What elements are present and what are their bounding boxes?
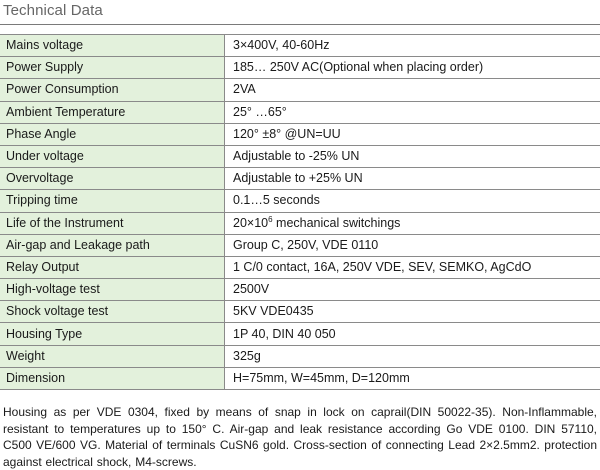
row-label: Ambient Temperature: [0, 101, 225, 123]
row-value: [225, 212, 600, 234]
housing-notes: Housing as per VDE 0304, fixed by means of snap in lock on caprail(DIN 50022-35). Non-Inflammable, resistant to temperatures up to 150° C. Air-gap and leak resistance according Go VDE 0100. DIN 57110, C500 VE/600 VG. Material of terminals CuSN6 gold. Cross-section of connecting Lead 2×2.5mm2. protection against electrical shock, M4-screws.: [3, 404, 597, 470]
row-label: Power Supply: [0, 57, 225, 79]
row-value: 2VA: [225, 79, 600, 101]
row-value: 1 C/0 contact, 16A, 250V VDE, SEV, SEMKO, AgCdO: [225, 256, 600, 278]
table-row: [0, 123, 600, 145]
row-label: Air-gap and Leakage path: [0, 234, 225, 256]
life-value-base: 20×10: [233, 216, 268, 230]
row-label: Overvoltage: [0, 168, 225, 190]
table-row: [0, 79, 600, 101]
row-label: Dimension: [0, 367, 225, 389]
table-row: [0, 145, 600, 167]
row-value: Adjustable to +25% UN: [225, 168, 600, 190]
row-label: Tripping time: [0, 190, 225, 212]
table-row: [0, 367, 600, 389]
technical-data-table: [0, 34, 600, 390]
row-value: 5KV VDE0435: [225, 301, 600, 323]
row-value: 325g: [225, 345, 600, 367]
row-label: Phase Angle: [0, 123, 225, 145]
row-value: 120° ±8° @UN=UU: [225, 123, 600, 145]
row-label: Life of the Instrument: [0, 212, 225, 234]
table-row: [0, 234, 600, 256]
row-value: 185… 250V AC(Optional when placing order): [225, 57, 600, 79]
row-value: 2500V: [225, 279, 600, 301]
row-label: High-voltage test: [0, 279, 225, 301]
table-row: [0, 35, 600, 57]
row-value: 0.1…5 seconds: [225, 190, 600, 212]
life-value-exponent: 6: [268, 214, 272, 223]
row-value: 1P 40, DIN 40 050: [225, 323, 600, 345]
row-label: Mains voltage: [0, 35, 225, 57]
table-row: [0, 168, 600, 190]
table-row: [0, 301, 600, 323]
row-value: H=75mm, W=45mm, D=120mm: [225, 367, 600, 389]
row-value: Group C, 250V, VDE 0110: [225, 234, 600, 256]
table-row: [0, 101, 600, 123]
table-row: [0, 323, 600, 345]
row-label: Housing Type: [0, 323, 225, 345]
life-value-unit: mechanical switchings: [273, 216, 401, 230]
row-label: Weight: [0, 345, 225, 367]
row-label: Shock voltage test: [0, 301, 225, 323]
table-row: [0, 345, 600, 367]
table-row: [0, 190, 600, 212]
row-label: Relay Output: [0, 256, 225, 278]
table-row: [0, 279, 600, 301]
section-title: Technical Data: [3, 2, 103, 19]
title-divider: [0, 24, 600, 25]
table-row: [0, 256, 600, 278]
row-label: Power Consumption: [0, 79, 225, 101]
row-value: 3×400V, 40-60Hz: [225, 35, 600, 57]
table-row: [0, 212, 600, 234]
table-row: [0, 57, 600, 79]
row-label: Under voltage: [0, 145, 225, 167]
row-value: Adjustable to -25% UN: [225, 145, 600, 167]
row-value: 25° …65°: [225, 101, 600, 123]
